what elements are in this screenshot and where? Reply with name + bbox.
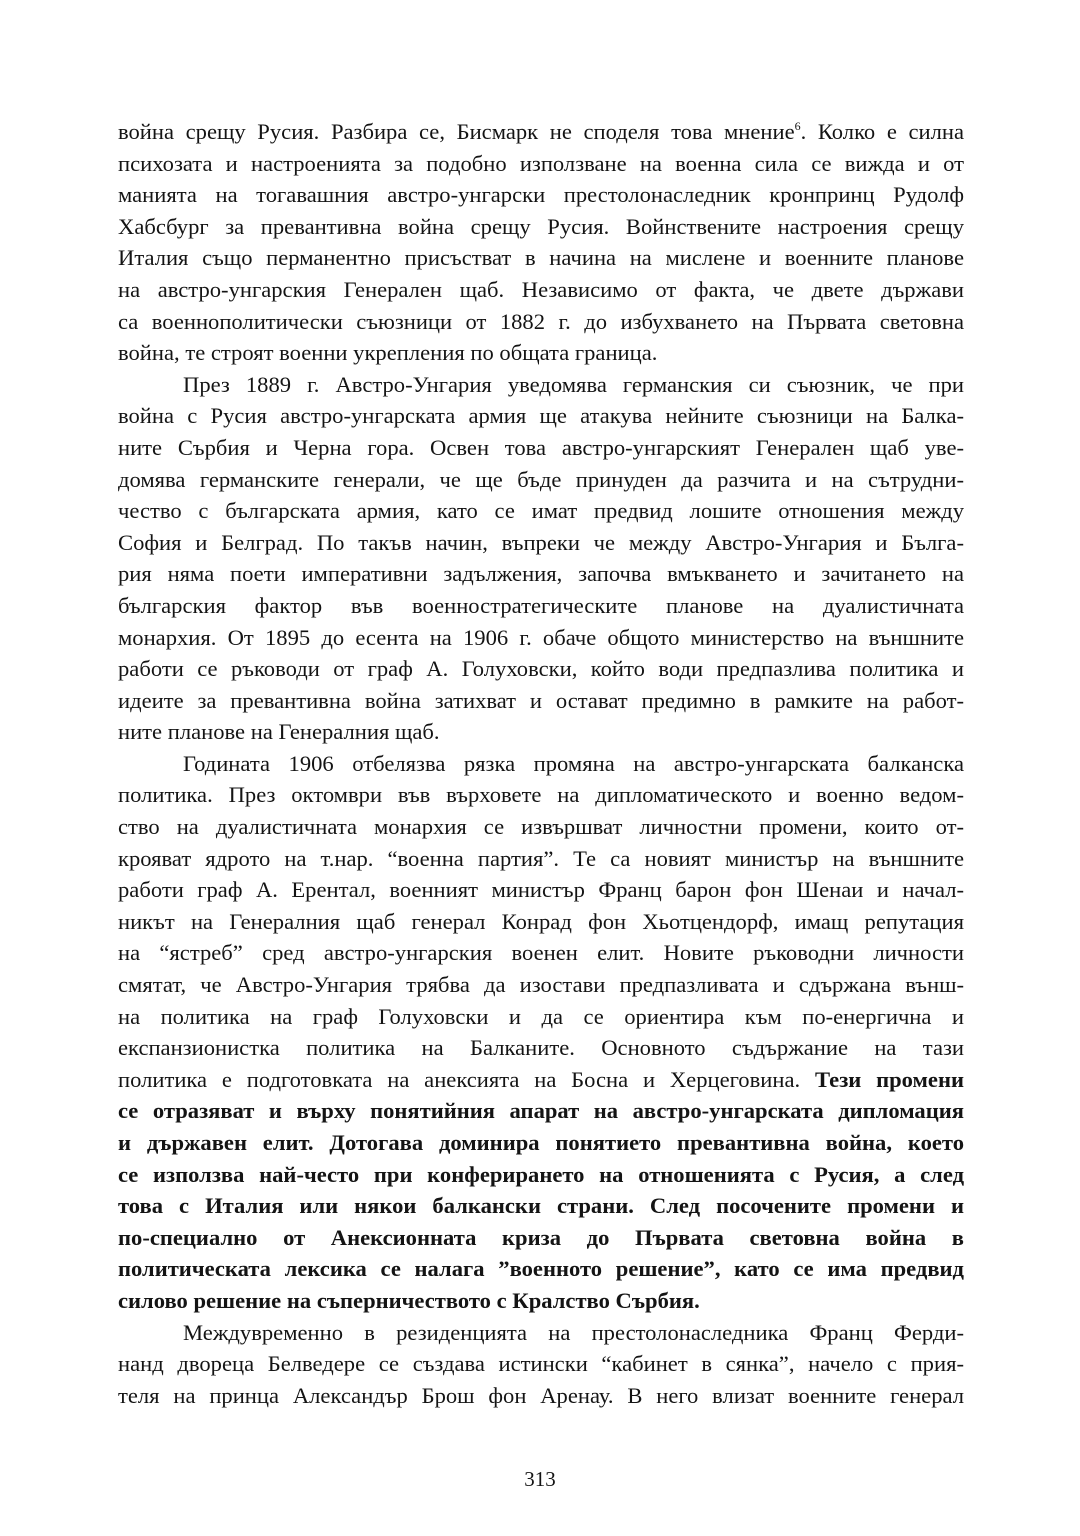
- bold-text-line: и държавен елит. Дотогава доминира понятието превантивна война, което: [118, 1130, 964, 1155]
- text-line: ните Сърбия и Черна гора. Освен това австро-унгарският Генерален щаб уве-: [118, 434, 964, 460]
- text-line: война с Русия австро-унгарската армия ще атакува нейните съюзници на Балка-: [118, 403, 964, 429]
- text-line: нанд двореца Белведере се създава истински “кабинет в сянка”, начело с прия-: [118, 1351, 964, 1377]
- text-line: манията на тогавашния австро-унгарски престолонаследник кронпринц Рудолф: [118, 182, 964, 208]
- text-line: никът на Генералния щаб генерал Конрад фон Хьотцендорф, имащ репутация: [118, 908, 964, 934]
- text-line: експанзионистка политика на Балканите. Основното съдържание на тази: [118, 1035, 964, 1061]
- text-line: домява германските генерали, че ще бъде принуден да разчита и на сътрудни-: [118, 466, 964, 492]
- text-line: Италия също перманентно присъстват в начина на мислене и военните планове: [118, 245, 964, 271]
- text-line: Хабсбург за превантивна война срещу Русия. Войнствените настроения срещу: [118, 213, 964, 239]
- page-number: 313: [524, 1467, 556, 1491]
- text-line: война срещу Русия. Разбира се, Бисмарк не споделя това мнение$^6$. Колко е силна: [118, 119, 964, 144]
- text-line: монархия. От 1895 до есента на 1906 г. обаче общото министерство на външните: [118, 624, 964, 650]
- text-line: теля на принца Александър Брош фон Аренау. В него влизат военните генерал: [118, 1382, 964, 1408]
- text-line: на “ястреб” сред австро-унгарския военен елит. Новите ръководни личности: [118, 940, 964, 966]
- text-line: психозата и настроенията за подобно използване на военна сила се вижда и от: [118, 150, 964, 176]
- text-line: През 1889 г. Австро-Унгария уведомява германския си съюзник, че при: [183, 371, 964, 397]
- document-page: [118, 116, 964, 1411]
- paragraph-3: [118, 748, 964, 1317]
- text-line: Междувременно в резиденцията на престолонаследника Франц Ферди-: [183, 1319, 964, 1345]
- bold-text-line: силово решение на съперничеството с Кралство Сърбия.: [118, 1287, 700, 1313]
- text-line: Годината 1906 отбелязва рязка промяна на австро-унгарската балканска: [183, 750, 964, 776]
- bold-text-line: политическата лексика се налага ”военното решение”, като се има предвид: [118, 1256, 964, 1282]
- paragraph-4: [118, 1317, 964, 1412]
- text-line: София и Белград. По такъв начин, въпреки че между Австро-Унгария и Бълга-: [118, 529, 964, 555]
- footnote-reference[interactable]: 6: [794, 119, 801, 133]
- text-line: крояват ядрото на т.нар. “военна партия”. Те са новият министър на външните: [118, 845, 964, 871]
- text-line: работи се ръководи от граф А. Голуховски, който води предпазлива политика и: [118, 656, 964, 682]
- text-line: политика е подготовката на анексията на Босна и Херцеговина. Тези промени: [118, 1066, 964, 1092]
- text-line: на австро-унгарския Генерален щаб. Независимо от факта, че двете държави: [118, 276, 964, 302]
- text-line: рия няма поети императивни задължения, започва вмъкването и зачитането на: [118, 561, 964, 587]
- text-line: политика. През октомври във върховете на дипломатическото и военно ведом-: [118, 782, 964, 808]
- text-line: смятат, че Австро-Унгария трябва да изостави предпазливата и сдържана външ-: [118, 972, 964, 998]
- paragraph-2: [118, 369, 964, 748]
- text-line: работи граф А. Ерентал, военният министър Франц барон фон Шенаи и начал-: [118, 877, 964, 903]
- text-line: българския фактор във военностратегическите планове на дуалистичната: [118, 592, 964, 618]
- text-line: война, те строят военни укрепления по общата граница.: [118, 340, 658, 366]
- text-line: ните планове на Генералния щаб.: [118, 719, 440, 745]
- text-line: на политика на граф Голуховски и да се ориентира към по-енергична и: [118, 1003, 964, 1029]
- bold-text-line: се отразяват и върху понятийния апарат на австро-унгарската дипломация: [118, 1098, 964, 1124]
- text-line: идеите за превантивна война затихват и остават предимно в рамките на работ-: [118, 687, 964, 713]
- bold-text-line: това с Италия или някои балкански страни. След посочените промени и: [118, 1193, 964, 1219]
- bold-emphasis: Тези промени: [814, 1066, 964, 1092]
- text-line: чество с българската армия, като се имат предвид лошите отношения между: [118, 498, 964, 524]
- bold-text-line: се използва най-често при конферирането на отношенията с Русия, а след: [118, 1161, 964, 1187]
- text-line: са военнополитически съюзници от 1882 г. до избухването на Първата световна: [118, 308, 964, 334]
- text-line: ство на дуалистичната монархия се извършват личностни промени, които от-: [118, 814, 964, 840]
- bold-text-line: по-специално от Анексионната криза до Първата световна война в: [118, 1224, 964, 1250]
- paragraph-1: [118, 116, 964, 369]
